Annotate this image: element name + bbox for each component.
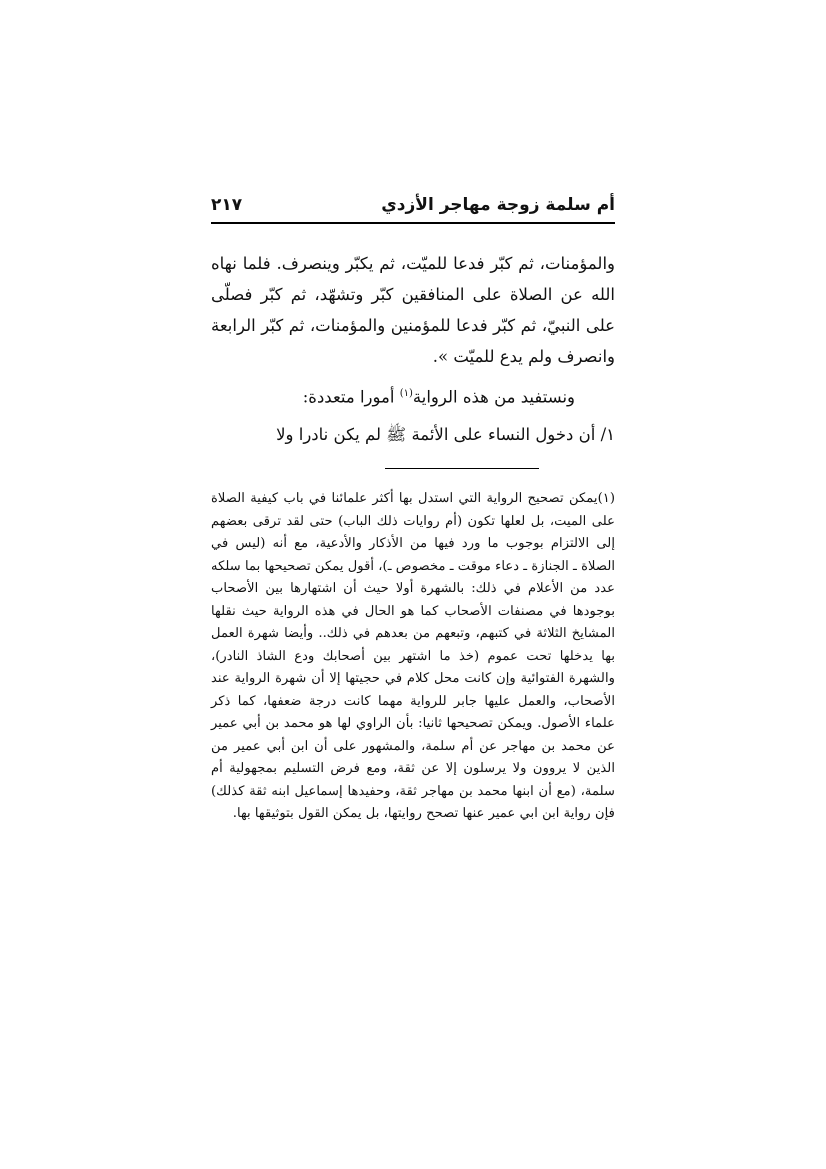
paragraph-point-1: ١/ أن دخول النساء على الأئمة ﷺ لم يكن نادرا ولا (276, 424, 615, 444)
page-number: ٢١٧ (211, 195, 243, 215)
main-text (211, 248, 615, 450)
running-title: أم سلمة زوجة مهاجر الأزدي (381, 195, 615, 215)
paragraph-intro-text: ونستفيد من هذه الرواية (412, 387, 575, 407)
footnote-1: (١)يمكن تصحيح الرواية التي استدل بها أكثر علمائنا في باب كيفية الصلاة على الميت، بل لعلها تكون (أم روايات ذلك الباب) حتى لقد ترقى بعضهم إلى الالتزام بوجوب ما ورد فيها من الأذكار والأدعية، مع أنه (ليس في الصلاة ـ الجنازة ـ دعاء موقت ـ مخصوص ـ)، أقول يمكن تصحيحها بما سلكه عدد من الأعلام في ذلك: بالشهرة أولا حيث أن اشتهارها بين الأصحاب بوجودها في مصنفات الأصحاب كما هو الحال في هذه الرواية حيث نقلها المشايخ الثلاثة في كتبهم، وتبعهم من بعدهم في ذلك.. وأيضا شهرة العمل بها يدخلها تحت عموم (خذ ما اشتهر بين أصحابك ودع الشاذ النادر)، والشهرة الفتوائية وإن كانت محل كلام في حجيتها إلا أن شهرة الرواية عند الأصحاب، والعمل عليها جابر للرواية مهما كانت درجة ضعفها، كما ذكر علماء الأصول. ويمكن تصحيحها ثانيا: بأن الراوي لها هو محمد بن أبي عمير عن محمد بن مهاجر عن أم سلمة، والمشهور على أن ابن أبي عمير من الذين لا يروون ولا يرسلون إلا عن ثقة، ومع فرض التسليم بمجهولية أم سلمة، (مع أن ابنها محمد بن مهاجر ثقة، وحفيدها إسماعيل ابنه ثقة كذلك) فإن رواية ابن ابي عمير عنها تصحح روايتها، بل يمكن القول بتوثيقها بها. (211, 491, 615, 821)
footnote-divider (385, 468, 539, 469)
footnote-marker: (١) (399, 388, 413, 399)
paragraph-intro-end: أمورا متعددة: (302, 387, 400, 407)
footnote-section (211, 488, 615, 826)
running-header (211, 190, 615, 224)
paragraph-intro (211, 378, 615, 413)
paragraph-continuation: والمؤمنات، ثم كبّر فدعا للميّت، ثم يكبّر وينصرف. فلما نهاه الله عن الصلاة على المنافقين كبّر وتشهّد، ثم كبّر فصلّى على النبيّ، ثم كبّر فدعا للمؤمنين والمؤمنات، ثم كبّر الرابعة وانصرف ولم يدع للميّت ». (211, 254, 615, 366)
